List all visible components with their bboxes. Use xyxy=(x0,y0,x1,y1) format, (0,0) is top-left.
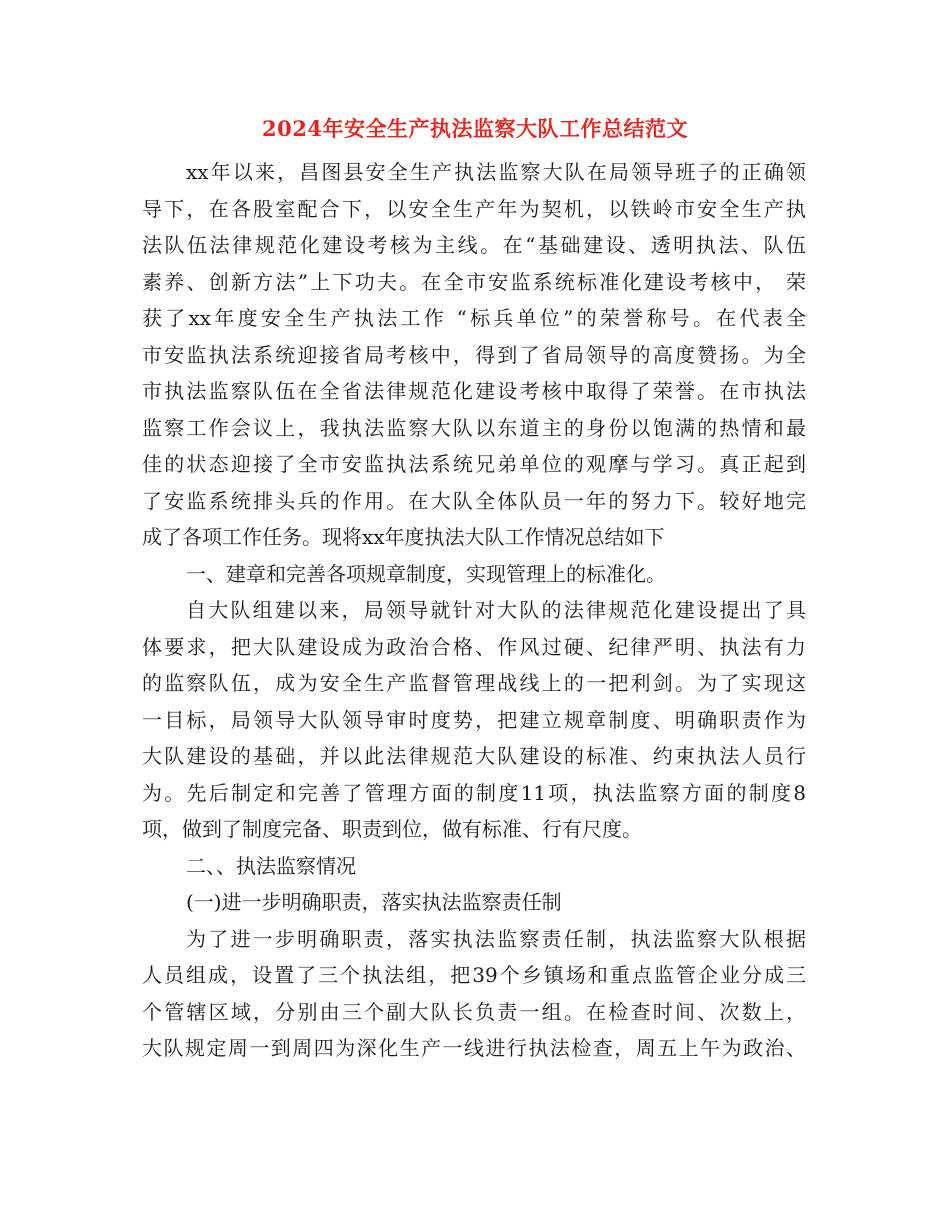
paragraph-line: 人员组成，设置了三个执法组，把39个乡镇场和重点监管企业分成三 xyxy=(142,963,806,987)
paragraph-line: 获了xx年度安全生产执法工作 “标兵单位”的荣誉称号。在代表全 xyxy=(142,306,806,330)
paragraph-line: 素养、创新方法”上下功夫。在全市安监系统标准化建设考核中， 荣 xyxy=(142,269,806,294)
paragraph-line: 为了进一步明确职责，落实执法监察责任制，执法监察大队根据 xyxy=(186,926,806,951)
paragraph-line: 为。先后制定和完善了管理方面的制度11项，执法监察方面的制度8 xyxy=(142,780,806,805)
paragraph-line: 成了各项工作任务。现将xx年度执法大队工作情况总结如下 xyxy=(142,525,665,549)
section-heading: 一、建章和完善各项规章制度，实现管理上的标准化。 xyxy=(186,561,666,586)
document-title: 2024年安全生产执法监察大队工作总结范文 xyxy=(262,116,688,141)
section-heading: 二、、执法监察情况 xyxy=(186,853,356,878)
paragraph-line: 自大队组建以来，局领导就针对大队的法律规范化建设提出了具 xyxy=(186,598,806,622)
document-body xyxy=(142,154,806,1067)
paragraph-line: 个管辖区域，分别由三个副大队长负责一组。在检查时间、次数上， xyxy=(142,999,806,1024)
paragraph-line: 市安监执法系统迎接省局考核中，得到了省局领导的高度赞扬。为全 xyxy=(142,342,806,367)
paragraph-line: 监察工作会议上，我执法监察大队以东道主的身份以饱满的热情和最 xyxy=(142,415,806,440)
paragraph-line: 体要求，把大队建设成为政治合格、作风过硬、纪律严明、执法有力 xyxy=(142,634,806,659)
subsection-heading: (一)进一步明确职责，落实执法监察责任制 xyxy=(186,890,562,914)
paragraph-line: 大队建设的基础，并以此法律规范大队建设的标准、约束执法人员行 xyxy=(142,744,806,768)
paragraph-line: 佳的状态迎接了全市安监执法系统兄弟单位的观摩与学习。真正起到 xyxy=(142,452,806,476)
paragraph-line: 项，做到了制度完备、职责到位，做有标准、行有尺度。 xyxy=(142,817,642,841)
paragraph-line: 大队规定周一到周四为深化生产一线进行执法检查，周五上午为政治、 xyxy=(142,1036,806,1060)
paragraph-line: 导下，在各股室配合下，以安全生产年为契机，以铁岭市安全生产执 xyxy=(142,196,806,221)
paragraph-line: 的监察队伍，成为安全生产监督管理战线上的一把利剑。为了实现这 xyxy=(142,671,806,695)
paragraph-line: 法队伍法律规范化建设考核为主线。在“基础建设、透明执法、队伍 xyxy=(142,233,806,257)
paragraph-line: 市执法监察队伍在全省法律规范化建设考核中取得了荣誉。在市执法 xyxy=(142,379,806,403)
paragraph-line: 了安监系统排头兵的作用。在大队全体队员一年的努力下。较好地完 xyxy=(142,488,806,513)
paragraph-line: xx年以来，昌图县安全生产执法监察大队在局领导班子的正确领 xyxy=(186,160,806,184)
paragraph-line: 一目标，局领导大队领导审时度势，把建立规章制度、明确职责作为 xyxy=(142,707,806,732)
